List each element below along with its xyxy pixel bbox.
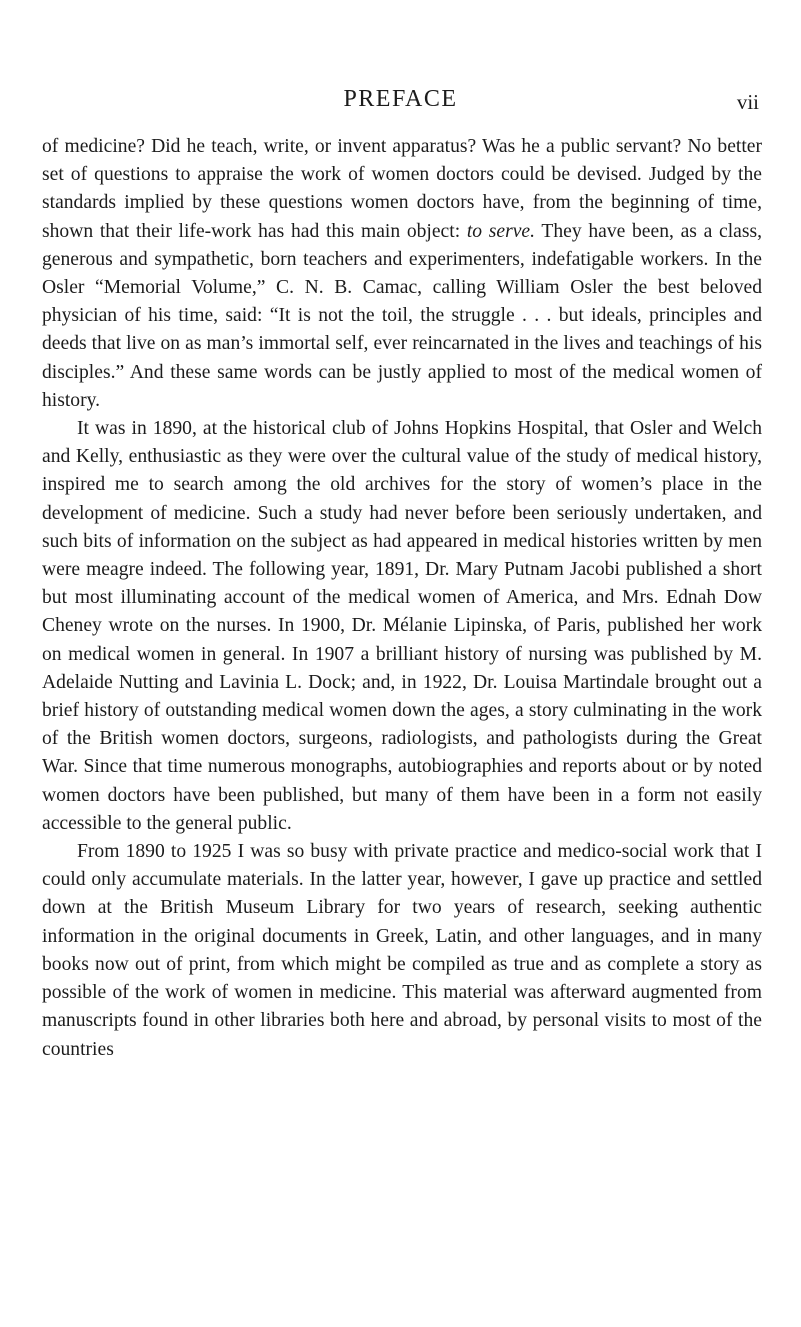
running-head <box>0 86 801 116</box>
body-text <box>42 133 762 1064</box>
emphasis-text: to serve. <box>466 220 536 242</box>
paragraph-continued <box>42 133 762 415</box>
paragraph: It was in 1890, at the historical club of Johns Hopkins Hospital, that Osler and Welch and Kelly, enthusiastic as they were over the cultural value of the study of medical history, inspired me to search among the old archives for the story of women’s place in the development of medicine. Such a study had never before been seriously undertaken, and such bits of information on the subject as had appeared in medical histories written by men were meagre indeed. The following year, 1891, Dr. Mary Putnam Jacobi published a short but most illuminating account of the medical women of America, and Mrs. Ednah Dow Cheney wrote on the nurses. In 1900, Dr. Mélanie Lipinska, of Paris, published her work on medical women in general. In 1907 a brilliant history of nursing was published by M. Adelaide Nutting and Lavinia L. Dock; and, in 1922, Dr. Louisa Martindale brought out a brief history of outstanding medical women down the ages, a story culminating in the work of the British women doctors, surgeons, radiologists, and pathologists during the Great War. Since that time numerous monographs, autobiographies and reports about or by noted women doctors have been published, but many of them have been in a form not easily accessible to the general public. <box>42 418 762 834</box>
paragraph: From 1890 to 1925 I was so busy with private practice and medico-social work that I could only accumulate materials. In the latter year, however, I gave up practice and settled down at the British Museum Library for two years of research, seeking authentic information in the original documents in Greek, Latin, and other languages, and in many books now out of print, from which might be compiled as true and as complete a story as possible of the work of women in medicine. This material was afterward augmented from manuscripts found in other libraries both here and abroad, by personal visits to most of the countries <box>42 841 762 1060</box>
paragraph-text: They have been, as a class, generous and sympathetic, born teachers and experimenters, indefatigable workers. In the Osler “Memorial Volume,” C. N. B. Camac, calling William Osler the best beloved physician of his time, said: “It is not the toil, the struggle . . . but ideals, principles and deeds that live on as man’s immortal self, ever reincarnated in the lives and teachings of his disciples.” And these same words can be justly applied to most of the medical women of history. <box>42 220 762 411</box>
page-number: vii <box>736 90 759 114</box>
paragraph-text: of medicine? Did he teach, write, or invent apparatus? Was he a public servant? No better set of questions to appraise the work of women doctors could be devised. Judged by the standards implied by these questions women doctors have, from the beginning of time, shown that their life-work has had this main object: <box>42 136 762 242</box>
running-title: PREFACE <box>343 86 458 112</box>
